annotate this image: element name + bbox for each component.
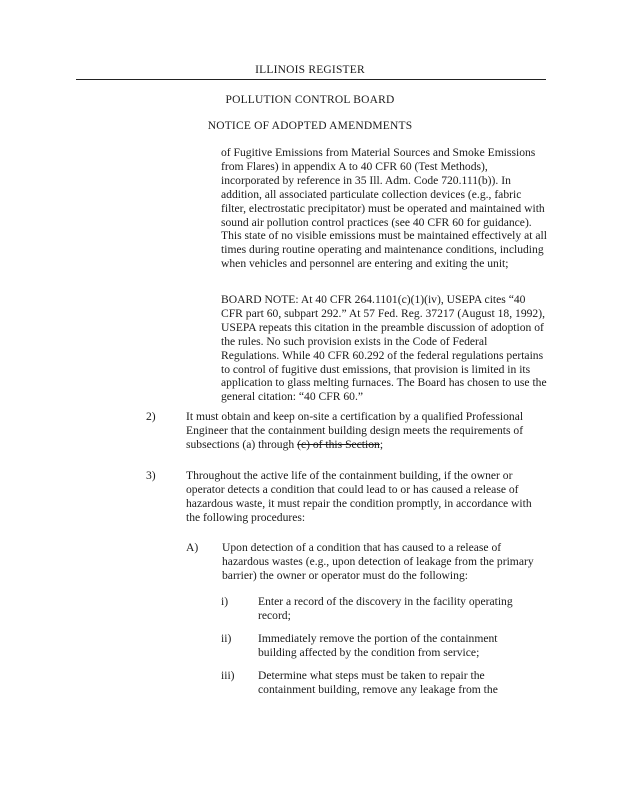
item-iii-label: iii) xyxy=(221,669,235,682)
item-2-paragraph xyxy=(186,410,547,452)
item-iii-paragraph xyxy=(258,669,533,697)
header-rule xyxy=(76,79,546,80)
item-A-label: A) xyxy=(186,541,199,554)
item-2-text-after: ; xyxy=(379,437,384,451)
item-ii-paragraph xyxy=(258,632,533,660)
item-2-text-before: It must obtain and keep on-site a certification by a qualified Professional Engineer that the containment building design meets the requirements of subsections (a) through xyxy=(186,410,524,451)
item-ii-label: ii) xyxy=(221,632,232,645)
notice-title: NOTICE OF ADOPTED AMENDMENTS xyxy=(207,120,413,132)
item-i-label: i) xyxy=(221,595,229,608)
item-3-paragraph xyxy=(186,469,547,525)
item-i-paragraph xyxy=(258,595,533,623)
register-title: ILLINOIS REGISTER xyxy=(255,64,365,76)
item-iii-text: Determine what steps must be taken to repair the containment building, remove any leakage from the xyxy=(258,669,498,696)
board-note-paragraph xyxy=(221,293,547,404)
board-title: POLLUTION CONTROL BOARD xyxy=(225,94,395,106)
item-2-text xyxy=(186,410,547,452)
item-2-struck-text: (c) of this Section xyxy=(297,437,380,451)
item-i-text: Enter a record of the discovery in the facility operating record; xyxy=(258,595,513,622)
item-A-text: Upon detection of a condition that has caused to a release of hazardous wastes (e.g., upon detection of leakage from the primary barrier) the owner or operator must do the following: xyxy=(222,541,534,582)
item-3-text: Throughout the active life of the containment building, if the owner or operator detects a condition that could lead to or has caused a release of hazardous waste, it must repair the condition promptly, in accordance with the following procedures: xyxy=(186,469,532,524)
board-note-text: BOARD NOTE: At 40 CFR 264.1101(c)(1)(iv), USEPA cites “40 CFR part 60, subpart 292.” At 57 Fed. Reg. 37217 (August 18, 1992), USEPA repeats this citation in the preamble discussion of adoption of the rules. No such provision exists in the Code of Federal Regulations. While 40 CFR 60.292 of the federal regulations pertains to control of fugitive dust emissions, that provision is limited in its application to glass melting furnaces. The Board has chosen to use the general citation: “40 CFR 60.” xyxy=(221,293,547,404)
continuation-text: of Fugitive Emissions from Material Sources and Smoke Emissions from Flares) in appendix A to 40 CFR 60 (Test Methods), incorporated by reference in 35 Ill. Adm. Code 720.111(b)). In addition, all associated particulate collection devices (e.g., fabric filter, electrostatic precipitator) must be operated and maintained with sound air pollution control practices (see 40 CFR 60 for guidance). This state of no visible emissions must be maintained effectively at all times during routine operating and maintenance conditions, including when vehicles and personnel are entering and exiting the unit; xyxy=(221,146,547,271)
continuation-paragraph xyxy=(221,146,547,271)
item-2-label: 2) xyxy=(146,410,156,423)
item-A-paragraph xyxy=(222,541,547,583)
item-ii-text: Immediately remove the portion of the containment building affected by the condition from service; xyxy=(258,632,498,659)
item-3-label: 3) xyxy=(146,469,156,482)
